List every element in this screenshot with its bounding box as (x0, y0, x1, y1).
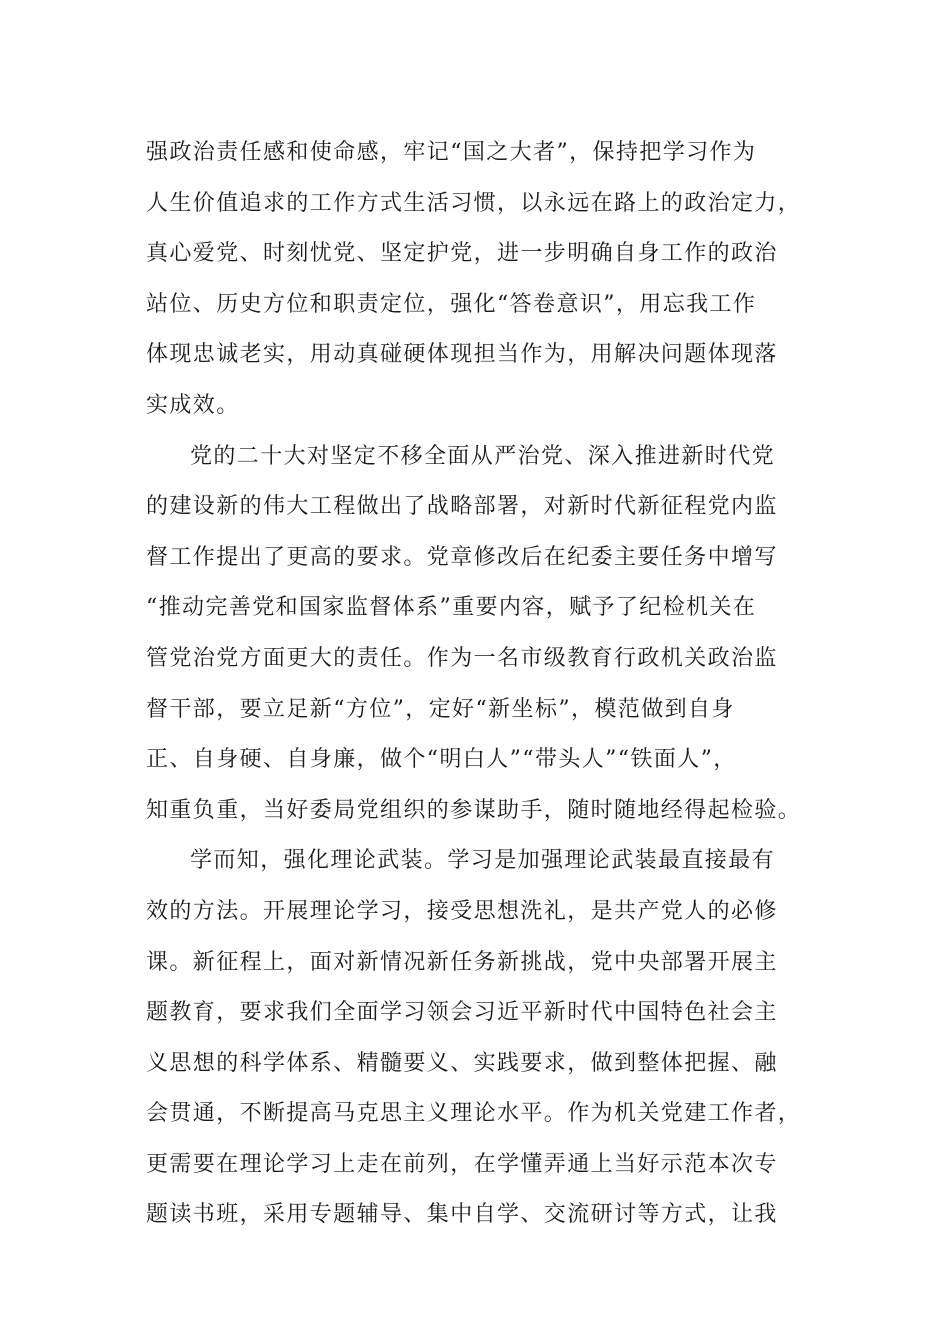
text-line: 效的方法。开展理论学习，接受思想洗礼，是共产党人的必修 (146, 898, 778, 924)
text-line: 知重负重，当好委局党组织的参谋助手，随时随地经得起检验。 (146, 797, 802, 823)
text-line: 强政治责任感和使命感，牢记“国之大者”，保持把学习作为 (146, 140, 757, 165)
text-line: 题教育，要求我们全面学习领会习近平新时代中国特色社会主 (146, 1000, 778, 1026)
text-line: 督工作提出了更高的要求。党章修改后在纪委主要任务中增写 (146, 544, 778, 570)
paragraph-1 (146, 128, 802, 432)
text-line: 管党治党方面更大的责任。作为一名市级教育行政机关政治监 (146, 645, 778, 671)
text-line: 课。新征程上，面对新情况新任务新挑战，党中央部署开展主 (146, 949, 778, 975)
text-line: 实成效。 (146, 392, 240, 418)
text-line: 更需要在理论学习上走在前列，在学懂弄通上当好示范本次专 (146, 1151, 778, 1177)
text-line: 党的二十大对坚定不移全面从严治党、深入推进新时代党 (190, 443, 776, 469)
text-line: 义思想的科学体系、精髓要义、实践要求，做到整体把握、融 (146, 1050, 778, 1076)
paragraph-2 (146, 432, 802, 837)
text-line: 督干部，要立足新“方位”，定好“新坐标”，模范做到自身 (146, 696, 735, 722)
text-line: 体现忠诚老实，用动真碰硬体现担当作为，用解决问题体现落 (146, 342, 778, 368)
document-body (146, 128, 802, 1241)
paragraph-3 (146, 836, 802, 1241)
text-line: 会贯通，不断提高马克思主义理论水平。作为机关党建工作者， (146, 1101, 802, 1127)
text-line: 站位、历史方位和职责定位，强化“答卷意识”，用忘我工作 (146, 291, 757, 317)
text-line: 题读书班，采用专题辅导、集中自学、交流研讨等方式，让我 (146, 1202, 778, 1228)
text-line: “推动完善党和国家监督体系”重要内容，赋予了纪检机关在 (146, 595, 757, 621)
text-line: 人生价值追求的工作方式生活习惯，以永远在路上的政治定力， (146, 190, 802, 216)
text-line: 的建设新的伟大工程做出了战略部署，对新时代新征程党内监 (146, 494, 778, 520)
text-line: 学而知，强化理论武装。学习是加强理论武装最直接最有 (190, 848, 776, 874)
text-line: 真心爱党、时刻忧党、坚定护党，进一步明确自身工作的政治 (146, 241, 778, 267)
text-line: 正、自身硬、自身廉，做个“明白人”“带头人”“铁面人”， (146, 747, 737, 773)
